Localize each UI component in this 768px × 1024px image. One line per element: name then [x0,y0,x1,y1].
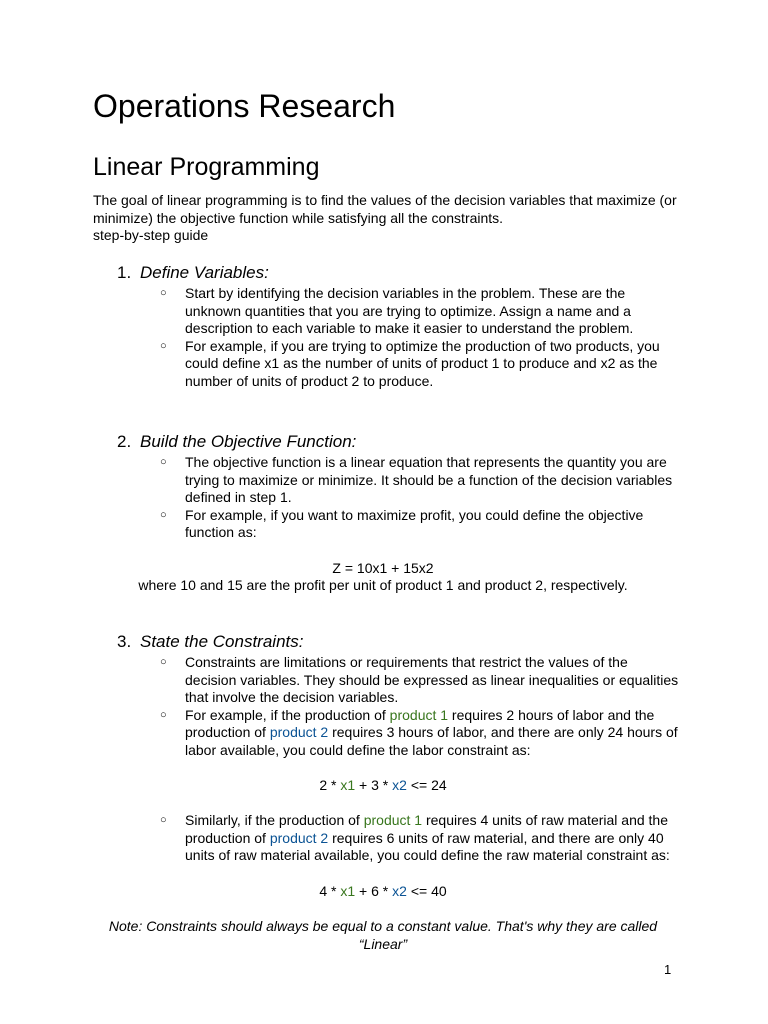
product-1-highlight: product 1 [363,812,423,828]
bullet-circle-icon: ○ [160,656,167,668]
list-item: ○ Similarly, if the production of product 1 requires 4 units of raw material and the production of product 2 requires 6 units of raw material, and there are only 40 units of raw material available, you could define the raw material constraint as: [160,812,670,864]
step-2-number: 2. [117,432,132,451]
step-2-bullets [160,454,680,542]
bullet-circle-icon: ○ [160,508,167,521]
step-1-bullets [160,285,680,391]
list-item: ○ The objective function is a linear equation that represents the quantity you are trying to maximize or minimize. It should be a function of the decision variables defined in step 1. [160,454,673,506]
list-item: ○ Start by identifying the decision variables in the problem. These are the unknown quantities that you are trying to optimize. Assign a name and a description to each variable to make it easier to understand the problem. [160,285,634,337]
step-3-heading [117,631,303,653]
step-2-heading [117,431,356,453]
note-text: Note: Constraints should always be equal to a constant value. That's why they are called “Linear” [108,918,658,952]
objective-equation: Z = 10x1 + 15x2 [332,560,434,576]
list-item: ○ Constraints are limitations or requirements that restrict the values of the decision variables. They should be expressed as linear inequalities or equalities that involve the decision variables. [160,654,679,706]
intro-guide: step-by-step guide [93,227,209,244]
step-1-label: Define Variables: [140,263,269,282]
labor-constraint-equation: 2 * x1 + 3 * x2 <= 24 [319,777,447,793]
page-number: 1 [664,962,672,977]
step-2-label: Build the Objective Function: [140,432,357,451]
step-3-bullets-continued [160,812,680,865]
bullet-circle-icon: ○ [160,339,167,352]
step-3-bullets [160,654,680,760]
list-item: ○ For example, if you are trying to optimize the production of two products, you could define x1 as the number of units of product 1 to produce and x2 as the number of units of product 2 to produce. [160,337,660,389]
bullet-circle-icon: ○ [160,287,167,299]
bullet-circle-icon: ○ [160,814,167,826]
product-2-highlight: product 2 [269,724,329,741]
objective-equation-note: where 10 and 15 are the profit per unit of product 1 and product 2, respectively. [138,577,628,593]
step-3-number: 3. [117,632,132,651]
section-title: Linear Programming [93,153,320,181]
step-1-heading [117,262,269,284]
page-title: Operations Research [93,88,396,124]
intro-text: The goal of linear programming is to find the values of the decision variables that maximize (or minimize) the objective function while satisfying all the constraints. [93,192,677,226]
step-1-number: 1. [117,263,132,282]
product-1-highlight: product 1 [389,706,449,723]
step-3-label: State the Constraints: [140,632,304,651]
intro-paragraph [93,192,683,245]
bullet-circle-icon: ○ [160,456,167,468]
list-item: ○ For example, if the production of product 1 requires 2 hours of labor and the production of product 2 requires 3 hours of labor, and there are only 24 hours of labor available, you could define the labor constraint as: [160,706,678,758]
product-2-highlight: product 2 [269,829,329,846]
bullet-circle-icon: ○ [160,708,167,721]
list-item: ○ For example, if you want to maximize profit, you could define the objective function as: [160,506,644,541]
raw-material-constraint-equation: 4 * x1 + 6 * x2 <= 40 [319,883,447,899]
